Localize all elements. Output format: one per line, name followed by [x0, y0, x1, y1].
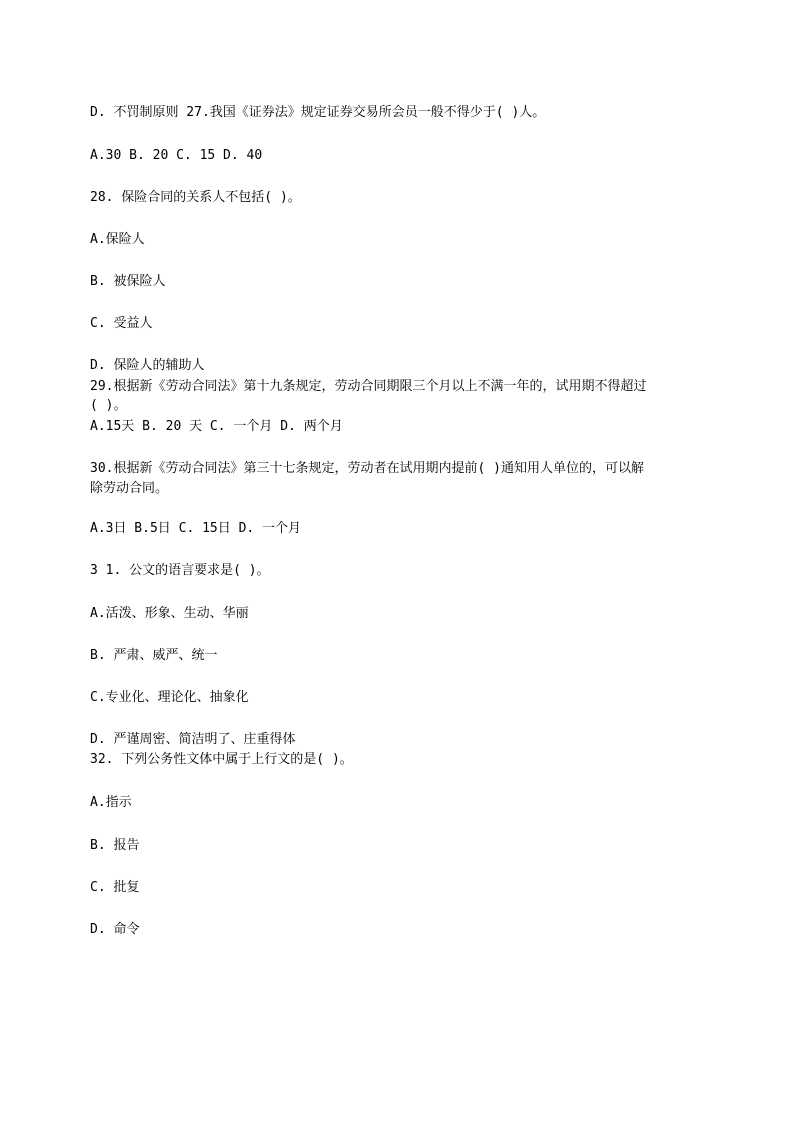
- question-31-option-a: A.活泼、形象、生动、华丽: [90, 606, 249, 621]
- question-29-text-cont: ( )。: [90, 398, 127, 413]
- question-32-option-c: C. 批复: [90, 880, 140, 895]
- question-28-option-a: A.保险人: [90, 232, 145, 247]
- question-30-options: A.3日 B.5日 C. 15日 D. 一个月: [90, 521, 302, 536]
- question-32-option-a: A.指示: [90, 795, 132, 810]
- question-32-text: 32. 下列公务性文体中属于上行文的是( )。: [90, 752, 353, 767]
- question-28-option-c: C. 受益人: [90, 316, 153, 331]
- question-28-text: 28. 保险合同的关系人不包括( )。: [90, 190, 301, 205]
- question-31-option-d: D. 严谨周密、简洁明了、庄重得体: [90, 732, 296, 747]
- question-30-text: 30.根据新《劳动合同法》第三十七条规定，劳动者在试用期内提前( )通知用人单位的，可以解: [90, 461, 644, 476]
- question-28-option-d: D. 保险人的辅助人: [90, 358, 205, 373]
- question-27-text: D. 不罚制原则 27.我国《证券法》规定证券交易所会员一般不得少于( )人。: [90, 105, 546, 120]
- question-29-options: A.15天 B. 20 天 C. 一个月 D. 两个月: [90, 419, 343, 434]
- question-30-text-cont: 除劳动合同。: [90, 481, 169, 496]
- question-29-text: 29.根据新《劳动合同法》第十九条规定，劳动合同期限三个月以上不满一年的，试用期不得超过: [90, 379, 647, 394]
- question-32-option-d: D. 命令: [90, 922, 140, 937]
- question-31-option-b: B. 严肃、威严、统一: [90, 648, 218, 663]
- question-27-options: A.30 B. 20 C. 15 D. 40: [90, 148, 263, 163]
- question-31-option-c: C.专业化、理论化、抽象化: [90, 690, 249, 705]
- question-28-option-b: B. 被保险人: [90, 274, 166, 289]
- question-31-text: 3 1. 公文的语言要求是( )。: [90, 563, 270, 578]
- question-32-option-b: B. 报告: [90, 838, 140, 853]
